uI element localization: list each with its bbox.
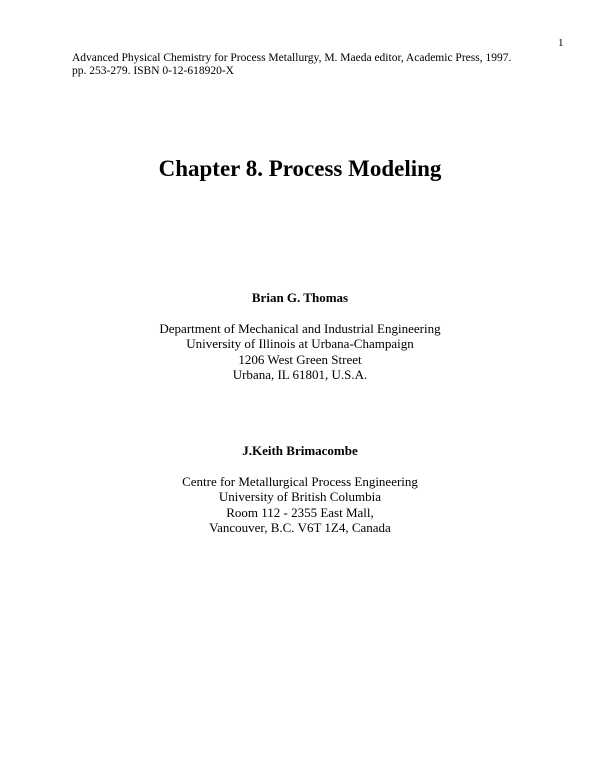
affiliation-line: Vancouver, B.C. V6T 1Z4, Canada	[209, 519, 391, 535]
citation	[72, 52, 542, 78]
page-number: 1	[558, 37, 564, 49]
chapter-title: Chapter 8. Process Modeling	[158, 156, 442, 181]
affiliation-line: Centre for Metallurgical Process Engineering	[182, 474, 418, 489]
author-affiliation	[0, 474, 600, 535]
citation-line: Advanced Physical Chemistry for Process Metallurgy, M. Maeda editor, Academic Press, 1997.	[72, 52, 512, 64]
author-name: J.Keith Brimacombe	[242, 443, 358, 458]
citation-line: pp. 253-279. ISBN 0-12-618920-X	[72, 65, 234, 77]
affiliation-line: Department of Mechanical and Industrial Engineering	[159, 321, 441, 336]
affiliation-line: University of British Columbia	[218, 489, 382, 505]
affiliation-line: 1206 West Green Street	[238, 351, 362, 367]
affiliation-line: Room 112 - 2355 East Mall,	[226, 504, 374, 520]
affiliation-line: Urbana, IL 61801, U.S.A.	[232, 366, 368, 382]
author-block	[0, 443, 600, 535]
author-name: Brian G. Thomas	[251, 290, 349, 305]
author-affiliation	[0, 321, 600, 382]
affiliation-line: University of Illinois at Urbana-Champaign	[186, 336, 414, 352]
author-block	[0, 290, 600, 382]
